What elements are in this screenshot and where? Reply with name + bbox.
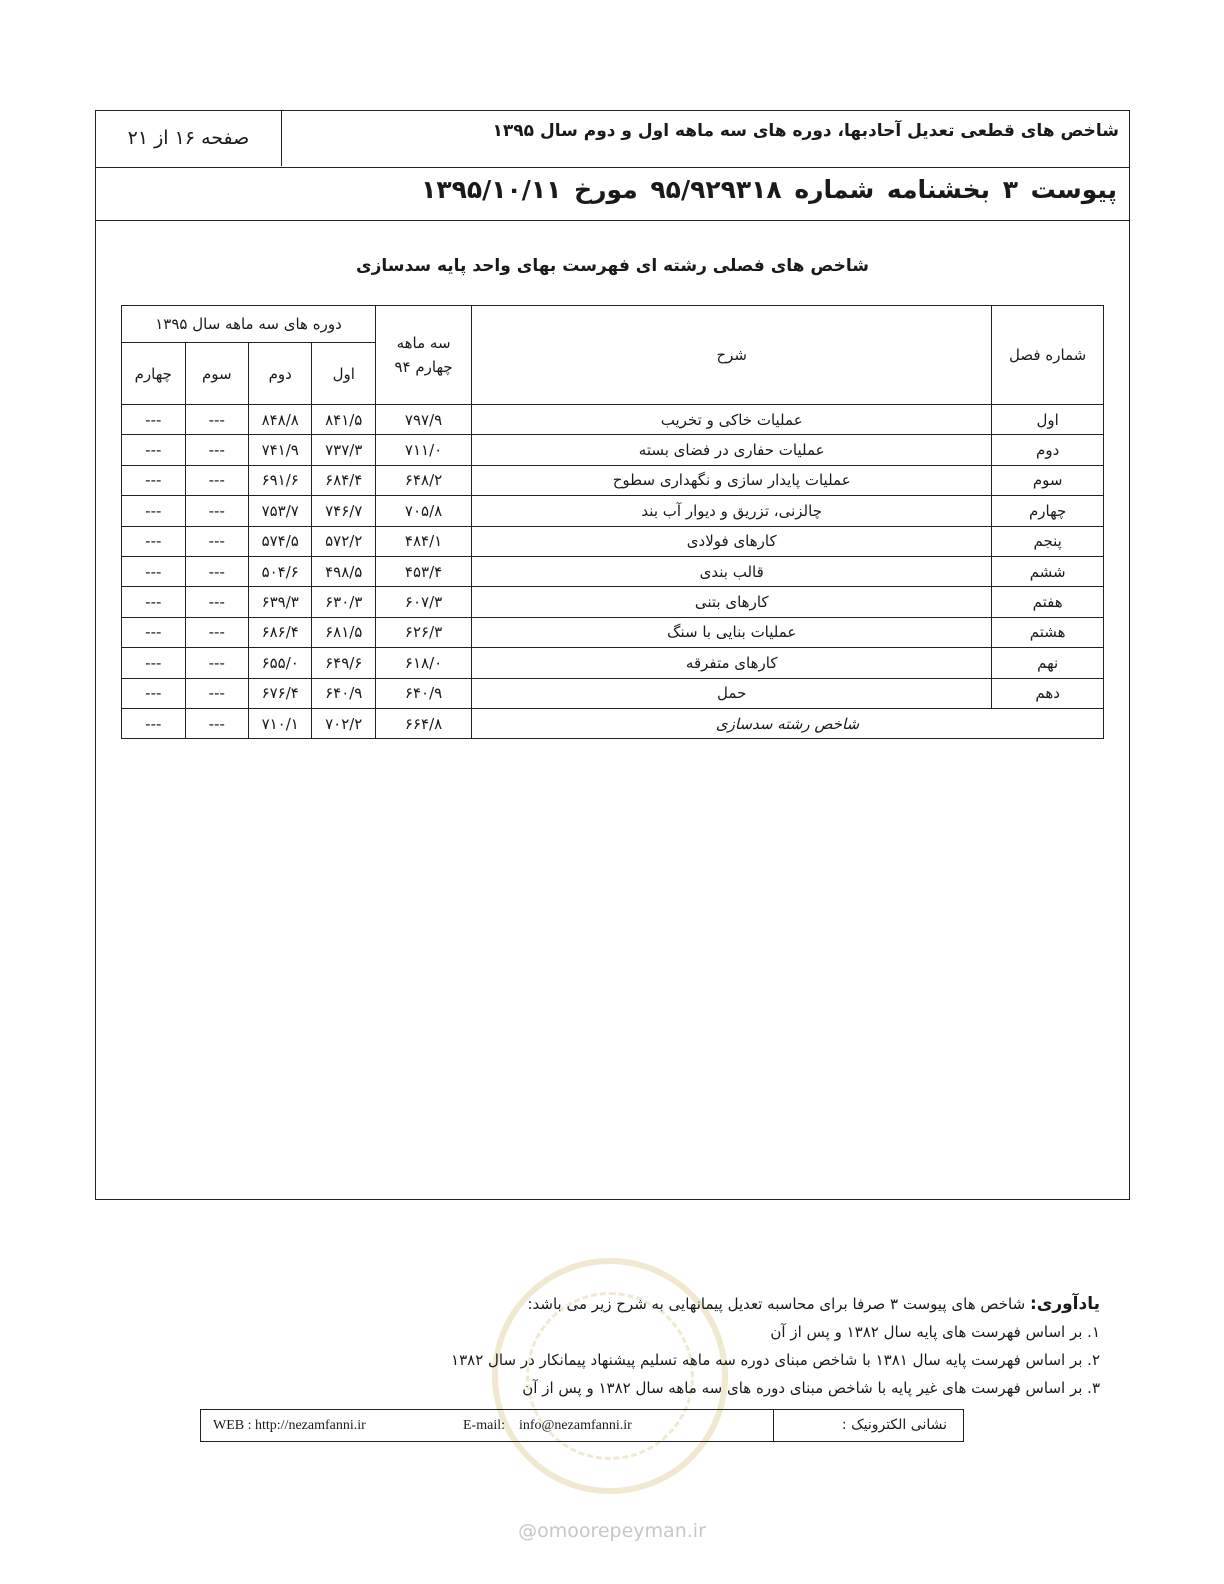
q2-cell: ۷۴۱/۹	[248, 435, 312, 465]
total-q4-cell: ---	[122, 708, 186, 738]
q3-cell: ---	[185, 526, 248, 556]
q4-cell: ---	[122, 435, 186, 465]
q2-cell: ۵۷۴/۵	[248, 526, 312, 556]
desc-cell: چالزنی، تزریق و دیوار آب بند	[472, 496, 992, 526]
col-third-header: سوم	[185, 343, 248, 405]
q1-cell: ۸۴۱/۵	[312, 405, 376, 435]
q4-cell: ---	[122, 556, 186, 586]
notes-item-2: ۲. بر اساس فهرست پایه سال ۱۳۸۱ با شاخص مبنای دوره سه ماهه تسلیم پیشنهاد پیمانکار در سال ۱۳۸۲	[451, 1351, 1100, 1369]
notes-section	[451, 1290, 1100, 1402]
q2-cell: ۶۷۶/۴	[248, 678, 312, 708]
q1-cell: ۶۴۹/۶	[312, 648, 376, 678]
table-row	[122, 435, 1104, 465]
table-row	[122, 465, 1104, 495]
q4-94-cell: ۴۸۴/۱	[375, 526, 471, 556]
index-table	[121, 305, 1104, 739]
col-q4-94-header: سه ماهه چهارم ۹۴	[375, 306, 471, 405]
q1-cell: ۶۳۰/۳	[312, 587, 376, 617]
table-row	[122, 678, 1104, 708]
q4-94-cell: ۴۵۳/۴	[375, 556, 471, 586]
q3-cell: ---	[185, 648, 248, 678]
notes-item-1: ۱. بر اساس فهرست های پایه سال ۱۳۸۲ و پس از آن	[770, 1323, 1100, 1341]
q1-cell: ۴۹۸/۵	[312, 556, 376, 586]
chapter-cell: سوم	[992, 465, 1104, 495]
annex-row	[96, 168, 1129, 221]
q4-cell: ---	[122, 648, 186, 678]
desc-cell: عملیات خاکی و تخریب	[472, 405, 992, 435]
chapter-cell: هشتم	[992, 617, 1104, 647]
q3-cell: ---	[185, 617, 248, 647]
q4-cell: ---	[122, 587, 186, 617]
chapter-cell: دهم	[992, 678, 1104, 708]
total-q1-cell: ۷۰۲/۲	[312, 708, 376, 738]
q1-cell: ۷۳۷/۳	[312, 435, 376, 465]
chapter-cell: ششم	[992, 556, 1104, 586]
q4-cell: ---	[122, 678, 186, 708]
contact-label: نشانی الکترونیک :	[773, 1410, 963, 1441]
col-desc-header: شرح	[472, 306, 992, 405]
table-row	[122, 405, 1104, 435]
q1-cell: ۶۸۴/۴	[312, 465, 376, 495]
q3-cell: ---	[185, 587, 248, 617]
table-row	[122, 648, 1104, 678]
q2-cell: ۸۴۸/۸	[248, 405, 312, 435]
notes-intro-line	[451, 1290, 1100, 1318]
q3-cell: ---	[185, 405, 248, 435]
q4-cell: ---	[122, 526, 186, 556]
q4-cell: ---	[122, 617, 186, 647]
table-row	[122, 526, 1104, 556]
chapter-cell: نهم	[992, 648, 1104, 678]
desc-cell: عملیات بنایی با سنگ	[472, 617, 992, 647]
col-first-header: اول	[312, 343, 376, 405]
contact-email[interactable]: E-mail: info@nezamfanni.ir	[463, 1418, 632, 1433]
table-row	[122, 617, 1104, 647]
total-q3-cell: ---	[185, 708, 248, 738]
q3-cell: ---	[185, 435, 248, 465]
q4-94-cell: ۷۹۷/۹	[375, 405, 471, 435]
desc-cell: کارهای بتنی	[472, 587, 992, 617]
chapter-cell: اول	[992, 405, 1104, 435]
q4-94-cell: ۷۰۵/۸	[375, 496, 471, 526]
desc-cell: عملیات حفاری در فضای بسته	[472, 435, 992, 465]
q2-cell: ۶۹۱/۶	[248, 465, 312, 495]
contact-box	[200, 1409, 964, 1442]
chapter-cell: دوم	[992, 435, 1104, 465]
q2-cell: ۶۵۵/۰	[248, 648, 312, 678]
q4-cell: ---	[122, 405, 186, 435]
contact-web[interactable]: WEB : http://nezamfanni.ir	[213, 1418, 366, 1433]
total-q2-cell: ۷۱۰/۱	[248, 708, 312, 738]
q4-cell: ---	[122, 496, 186, 526]
q4-94-cell: ۶۰۷/۳	[375, 587, 471, 617]
q4-cell: ---	[122, 465, 186, 495]
total-q4-94-cell: ۶۶۴/۸	[375, 708, 471, 738]
q3-cell: ---	[185, 678, 248, 708]
document-title: شاخص های قطعی تعدیل آحادبها، دوره های سه ماهه اول و دوم سال ۱۳۹۵	[492, 121, 1119, 141]
table-row	[122, 496, 1104, 526]
col-chapter-header: شماره فصل	[992, 306, 1104, 405]
chapter-cell: چهارم	[992, 496, 1104, 526]
table-row	[122, 587, 1104, 617]
desc-cell: کارهای متفرقه	[472, 648, 992, 678]
desc-cell: عملیات پایدار سازی و نگهداری سطوح	[472, 465, 992, 495]
notes-item-3: ۳. بر اساس فهرست های غیر پایه با شاخص مبنای دوره های سه ماهه سال ۱۳۸۲ و پس از آن	[522, 1379, 1100, 1397]
table-row	[122, 556, 1104, 586]
q1-cell: ۶۸۱/۵	[312, 617, 376, 647]
q4-94-cell: ۷۱۱/۰	[375, 435, 471, 465]
col-periods-1395-header: دوره های سه ماهه سال ۱۳۹۵	[122, 306, 376, 343]
q3-cell: ---	[185, 496, 248, 526]
q4-94-cell: ۶۲۶/۳	[375, 617, 471, 647]
table-title: شاخص های فصلی رشته ای فهرست بهای واحد پایه سدسازی	[356, 256, 869, 276]
q2-cell: ۶۸۶/۴	[248, 617, 312, 647]
q1-cell: ۶۴۰/۹	[312, 678, 376, 708]
q4-94-cell: ۶۴۸/۲	[375, 465, 471, 495]
q2-cell: ۷۵۳/۷	[248, 496, 312, 526]
header-row	[96, 111, 1129, 168]
q2-cell: ۵۰۴/۶	[248, 556, 312, 586]
desc-cell: حمل	[472, 678, 992, 708]
page-number: صفحه ۱۶ از ۲۱	[96, 111, 282, 166]
total-row	[122, 708, 1104, 738]
annex-title: پیوست ۳ بخشنامه شماره ۹۵/۹۲۹۳۱۸ مورخ ۱۳۹۵/۱۰/۱۱	[421, 175, 1117, 204]
q2-cell: ۶۳۹/۳	[248, 587, 312, 617]
q3-cell: ---	[185, 556, 248, 586]
total-label: شاخص رشته سدسازی	[472, 708, 1104, 738]
desc-cell: کارهای فولادی	[472, 526, 992, 556]
q3-cell: ---	[185, 465, 248, 495]
chapter-cell: هفتم	[992, 587, 1104, 617]
q1-cell: ۵۷۲/۲	[312, 526, 376, 556]
col-fourth-header: چهارم	[122, 343, 186, 405]
notes-intro: شاخص های پیوست ۳ صرفا برای محاسبه تعدیل پیمانهایی به شرح زیر می باشد:	[527, 1295, 1026, 1313]
notes-lead: یادآوری:	[1029, 1294, 1100, 1314]
watermark-text: @omoorepeyman.ir	[518, 1520, 706, 1542]
chapter-cell: پنجم	[992, 526, 1104, 556]
col-second-header: دوم	[248, 343, 312, 405]
desc-cell: قالب بندی	[472, 556, 992, 586]
q1-cell: ۷۴۶/۷	[312, 496, 376, 526]
q4-94-cell: ۶۴۰/۹	[375, 678, 471, 708]
q4-94-cell: ۶۱۸/۰	[375, 648, 471, 678]
